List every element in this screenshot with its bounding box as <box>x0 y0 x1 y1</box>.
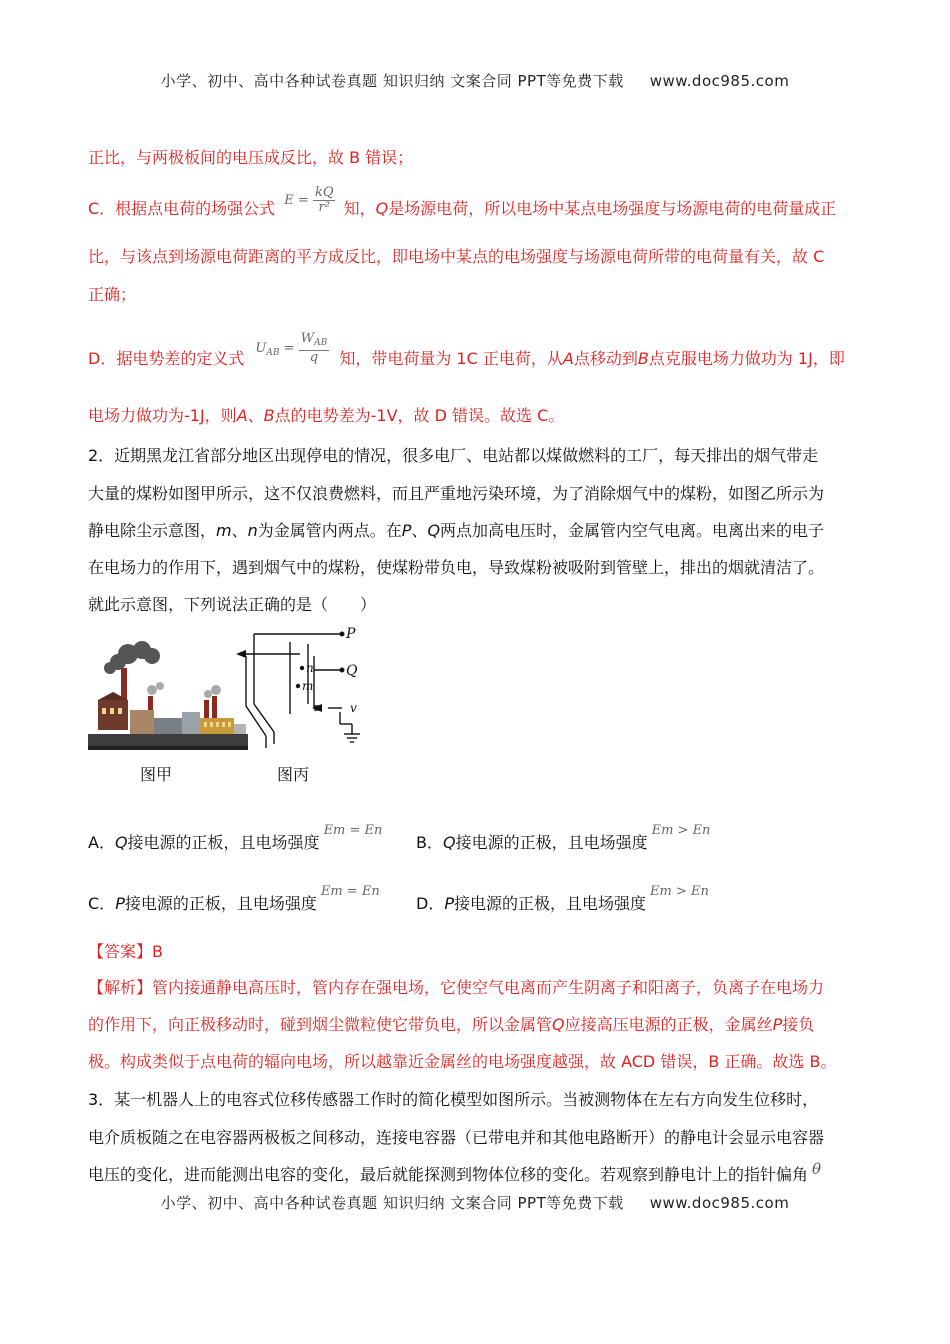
label-Q: Q <box>346 663 358 679</box>
option-d[interactable]: D．P接电源的正极，且电场强度$^{Em > En}$ <box>416 884 709 913</box>
q2-stem-line1: 2．近期黑龙江省部分地区出现停电的情况，很多电厂、电站都以煤做燃料的工厂，每天排出的烟气带走 <box>88 446 819 465</box>
figure-caption-left: 图甲 <box>140 765 173 784</box>
label-P: P <box>346 626 356 642</box>
potential-difference-formula: UAB = WAB q <box>255 331 328 365</box>
q3-stem-line1: 3．某一机器人上的电容式位移传感器工作时的简化模型如图所示。当被测物体在左右方向发生位移时， <box>88 1090 819 1109</box>
q2-stem-line4: 在电场力的作用下，遇到烟气中的煤粉，使煤粉带负电，导致煤粉被吸附到管壁上，排出的烟就清洁了。 <box>88 558 825 577</box>
analysis-line1: 【解析】管内接通静电高压时，管内存在强电场，它使空气电离而产生阴离子和阳离子，负离子在电场力 <box>88 978 825 997</box>
q3-stem-line2: 电介质板随之在电容器两极板之间移动，连接电容器（已带电并和其他电路断开）的静电计会显示电容器 <box>88 1128 825 1147</box>
footer-text: 小学、初中、高中各种试卷真题 知识归纳 文案合同 PPT等免费下载 <box>160 1194 624 1212</box>
analysis-line2: 的作用下，向正极移动时，碰到烟尘微粒使它带负电，所以金属管Q应接高压电源的正极，金属丝P接负 <box>88 1015 815 1034</box>
header-site-link[interactable]: www.doc985.com <box>649 72 790 90</box>
label-m: m <box>302 679 314 693</box>
q1-option-c-line3: 正确； <box>88 285 137 304</box>
q1-option-c-line2: 比，与该点到场源电荷距离的平方成反比，即电场中某点的电场强度与场源电荷所带的电荷量有关，故 C <box>88 247 825 266</box>
q3-stem-line3: 电压的变化，进而能测出电容的变化，最后就能探测到物体位移的变化。若观察到静电计上的指针偏角 θ <box>88 1160 822 1184</box>
option-a[interactable]: A．Q接电源的正板，且电场强度$^{Em = En}$ <box>88 823 383 852</box>
figure-caption-right: 图丙 <box>277 765 310 784</box>
option-b[interactable]: B．Q接电源的正极，且电场强度$^{Em > En}$ <box>416 823 711 852</box>
q2-stem-line5: 就此示意图，下列说法正确的是（ ） <box>88 595 377 614</box>
q2-stem-line2: 大量的煤粉如图甲所示，这不仅浪费燃料，而且严重地污染环境，为了消除烟气中的煤粉，如图乙所示为 <box>88 484 825 503</box>
answer: 【答案】B <box>88 942 163 961</box>
analysis-line3: 极。构成类似于点电荷的辐向电场，所以越靠近金属丝的电场强度越强，故 ACD 错误，B 正确。故选 B。 <box>88 1052 837 1071</box>
page-footer <box>0 1192 950 1213</box>
q1-option-d-line2: 电场力做功为-1J，则A、B点的电势差为-1V，故 D 错误。故选 C。 <box>88 406 565 425</box>
q1-option-c-line1: C．根据点电荷的场强公式 $^{E = \frac{kQ}{\text{r²}}}$ 知，Q是场源电荷，所以电场中某点电场强度与场源电荷的电荷量成正 <box>88 185 837 218</box>
factory-illustration <box>88 638 248 756</box>
header-text: 小学、初中、高中各种试卷真题 知识归纳 文案合同 PPT等免费下载 <box>160 72 624 90</box>
page-header <box>0 70 950 91</box>
option-c[interactable]: C．P接电源的正板，且电场强度$^{Em = En}$ <box>88 884 380 913</box>
footer-site-link[interactable]: www.doc985.com <box>649 1194 790 1212</box>
q1-line-b: 正比，与两极板间的电压成反比，故 B 错误； <box>88 148 414 167</box>
precipitator-diagram <box>232 624 382 752</box>
label-v: v <box>350 701 357 715</box>
field-strength-formula: E = kQ r² <box>284 185 334 215</box>
q2-stem-line3: 静电除尘示意图，m、n为金属管内两点。在P、Q两点加高电压时，金属管内空气电离。电离出来的电子 <box>88 521 825 540</box>
q1-option-d-line1: D．据电势差的定义式 $^{U_{AB} = \frac{W_{AB}}{q}}$ 知，带电荷量为 1C 正电荷，从A点移动到B点克服电场力做功为 1J，即 <box>88 331 845 368</box>
label-n: n <box>306 661 314 675</box>
